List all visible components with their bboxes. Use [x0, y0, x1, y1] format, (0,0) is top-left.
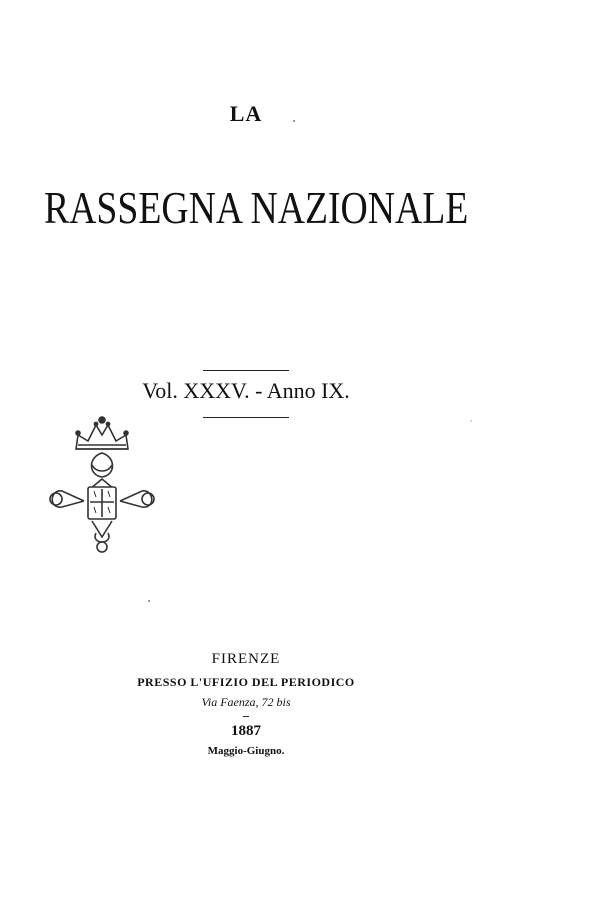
paper-speck	[470, 420, 472, 422]
crowned-emblem-icon	[40, 405, 164, 565]
imprint-address: Via Faenza, 72 bis	[201, 695, 291, 709]
title-article: LA	[229, 101, 263, 126]
imprint-city: FIRENZE	[211, 651, 281, 667]
journal-title: RASSEGNA NAZIONALE	[44, 182, 469, 233]
divider-bottom	[203, 417, 289, 418]
imprint-dash	[243, 716, 249, 717]
volume-line: Vol. XXXV. - Anno IX.	[142, 378, 350, 403]
imprint-year: 1887	[231, 723, 261, 739]
paper-speck	[293, 120, 295, 122]
paper-speck	[148, 600, 150, 602]
imprint-months: Maggio-Giugno.	[207, 745, 285, 757]
divider-top	[203, 370, 289, 371]
imprint-publisher: PRESSO L'UFIZIO DEL PERIODICO	[137, 675, 355, 689]
